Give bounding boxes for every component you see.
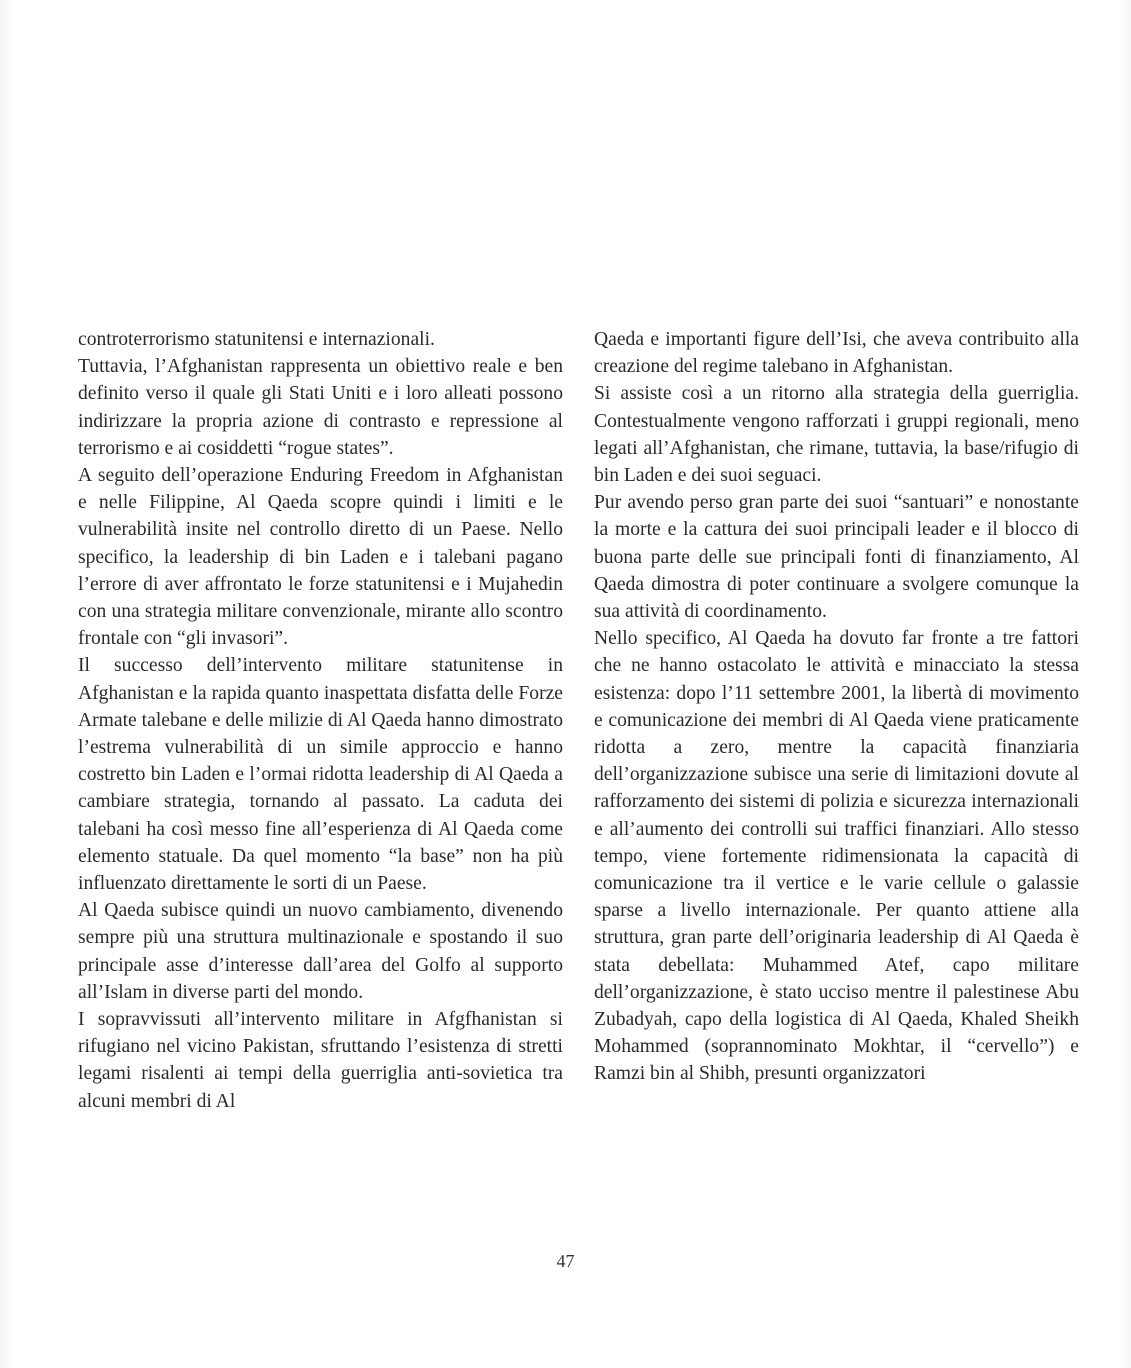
left-paragraph-3: A seguito dell’operazione Enduring Freedom in Afghanistan e nelle Filippine, Al Qaeda scopre quindi i limiti e le vulnerabilità insite nel controllo diretto di un Paese. Nello specifico, la leadership di bin Laden e i talebani pagano l’errore di aver affrontato le forze statunitensi e i Mujahedin con una strategia militare convenzionale, mirante allo scontro frontale con “gli invasori”.	[78, 465, 563, 650]
right-paragraph-3: Pur avendo perso gran parte dei suoi “santuari” e nonostante la morte e la cattura dei suoi principali leader e il blocco di buona parte delle sue principali fonti di finanziamento, Al Qaeda dimostra di poter continuare a svolgere comunque la sua attività di coordinamento.	[594, 492, 1079, 623]
right-paragraph-2: Si assiste così a un ritorno alla strategia della guerriglia. Contestualmente vengono rafforzati i gruppi regionali, meno legati all’Afghanistan, che rimane, tuttavia, la base/rifugio di bin Laden e dei suoi seguaci.	[594, 383, 1079, 487]
left-paragraph-1: controterrorismo statunitensi e internazionali.	[78, 329, 435, 350]
left-paragraph-6: I sopravvissuti all’intervento militare in Afgfhanistan si rifugiano nel vicino Pakistan, sfruttando l’esistenza di stretti legami risalenti ai tempi della guerriglia anti-sovietica tra alcuni membri di Al	[78, 1009, 563, 1112]
left-paragraph-5: Al Qaeda subisce quindi un nuovo cambiamento, divenendo sempre più una struttura multinazionale e spostando il suo principale asse d’interesse dall’area del Golfo al supporto all’Islam in diverse parti del mondo.	[78, 900, 563, 1003]
right-paragraph-1: Qaeda e importanti figure dell’Isi, che aveva contribuito alla creazione del regime talebano in Afghanistan.	[594, 329, 1079, 378]
page-number: 47	[556, 1251, 575, 1271]
right-paragraph-4: Nello specifico, Al Qaeda ha dovuto far fronte a tre fattori che ne hanno ostacolato le attività e minacciato la stessa esistenza: dopo l’11 settembre 2001, la libertà di movimento e comunicazione dei membri di Al Qaeda viene praticamente ridotta a zero, mentre la capacità finanziaria dell’organizzazione subisce una serie di limitazioni dovute al rafforzamento dei sistemi di polizia e sicurezza internazionali e all’aumento dei controlli sui traffici finanziari. Allo stesso tempo, viene fortemente ridimensionata la capacità di comunicazione tra il vertice e le varie cellule o galassie sparse a livello internazionale. Per quanto attiene alla struttura, gran parte dell’originaria leadership di Al Qaeda è stata debellata: Muhammed Atef, capo militare dell’organizzazione, è stato ucciso mentre il palestinese Abu Zubadyah, capo della logistica di Al Qaeda, Khaled Sheikh Mohammed (soprannominato Mokhtar, il “cervello”) e Ramzi bin al Shibh, presunti organizzatori	[594, 628, 1079, 1085]
left-paragraph-4: Il successo dell’intervento militare statunitense in Afghanistan e la rapida quanto inaspettata disfatta delle Forze Armate talebane e delle milizie di Al Qaeda hanno dimostrato l’estrema vulnerabilità di un simile approccio e hanno costretto bin Laden e l’ormai ridotta leadership di Al Qaeda a cambiare strategia, tornando al passato. La caduta dei talebani ha così messo fine all’esperienza di Al Qaeda come elemento statuale. Da quel momento “la base” non ha più influenzato direttamente le sorti di un Paese.	[78, 655, 563, 895]
left-text-column	[78, 326, 563, 1115]
left-paragraph-2: Tuttavia, l’Afghanistan rappresenta un obiettivo reale e ben definito verso il quale gli Stati Uniti e i loro alleati possono indirizzare la propria azione di contrasto e repressione al terrorismo e ai cosiddetti “rogue states”.	[78, 356, 563, 459]
right-text-column	[594, 326, 1079, 1088]
